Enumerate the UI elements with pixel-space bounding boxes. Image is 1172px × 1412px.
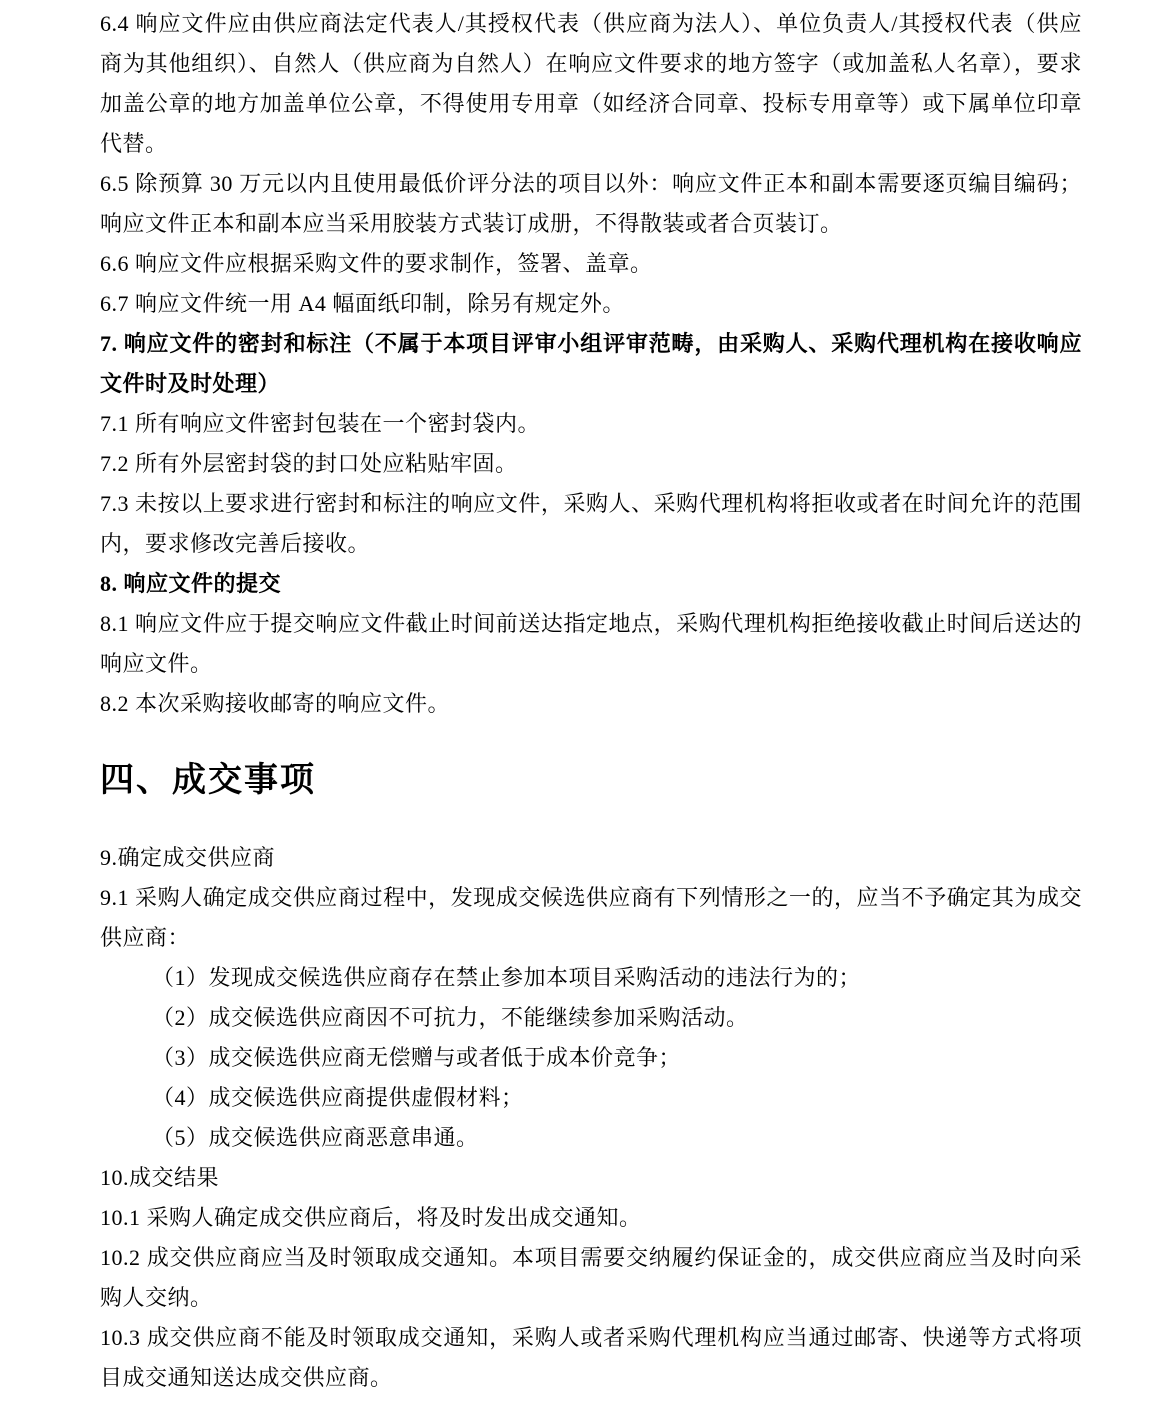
- clause-6-5: 6.5 除预算 30 万元以内且使用最低价评分法的项目以外：响应文件正本和副本需要逐页编目编码；响应文件正本和副本应当采用胶装方式装订成册，不得散装或者合页装订。: [100, 171, 1082, 236]
- list-item-4: （4）成交候选供应商提供虚假材料；: [152, 1085, 524, 1110]
- clause-8-2: 8.2 本次采购接收邮寄的响应文件。: [100, 691, 451, 716]
- clause-7-3: 7.3 未按以上要求进行密封和标注的响应文件，采购人、采购代理机构将拒收或者在时间允许的范围内，要求修改完善后接收。: [100, 491, 1082, 556]
- clause-8-1: 8.1 响应文件应于提交响应文件截止时间前送达指定地点，采购代理机构拒绝接收截止时间后送达的响应文件。: [100, 611, 1082, 676]
- clause-10-3: 10.3 成交供应商不能及时领取成交通知，采购人或者采购代理机构应当通过邮寄、快递等方式将项目成交通知送达成交供应商。: [100, 1325, 1082, 1390]
- clause-10: 10.成交结果: [100, 1165, 220, 1190]
- list-item-1: （1）发现成交候选供应商存在禁止参加本项目采购活动的违法行为的；: [152, 965, 862, 990]
- list-item-3: （3）成交候选供应商无偿赠与或者低于成本价竞争；: [152, 1045, 682, 1070]
- clause-6-7: 6.7 响应文件统一用 A4 幅面纸印制，除另有规定外。: [100, 291, 625, 316]
- clause-10-2: 10.2 成交供应商应当及时领取成交通知。本项目需要交纳履约保证金的，成交供应商应当及时向采购人交纳。: [100, 1245, 1082, 1310]
- clause-7-1: 7.1 所有响应文件密封包装在一个密封袋内。: [100, 411, 541, 436]
- clause-6-4: 6.4 响应文件应由供应商法定代表人/其授权代表（供应商为法人）、单位负责人/其授权代表（供应商为其他组织）、自然人（供应商为自然人）在响应文件要求的地方签字（或加盖私人名章），要求加盖公章的地方加盖单位公章，不得使用专用章（如经济合同章、投标专用章等）或下属单位印章代替。: [100, 11, 1082, 156]
- clause-7-2: 7.2 所有外层密封袋的封口处应粘贴牢固。: [100, 451, 518, 476]
- clause-10-1: 10.1 采购人确定成交供应商后，将及时发出成交通知。: [100, 1205, 642, 1230]
- list-item-5: （5）成交候选供应商恶意串通。: [152, 1125, 479, 1150]
- list-item-2: （2）成交候选供应商因不可抗力，不能继续参加采购活动。: [152, 1005, 749, 1030]
- clause-6-6: 6.6 响应文件应根据采购文件的要求制作，签署、盖章。: [100, 251, 653, 276]
- clause-9-1: 9.1 采购人确定成交供应商过程中，发现成交候选供应商有下列情形之一的，应当不予确定其为成交供应商：: [100, 885, 1082, 950]
- clause-heading-7: 7. 响应文件的密封和标注（不属于本项目评审小组评审范畴，由采购人、采购代理机构在接收响应文件时及时处理）: [100, 331, 1082, 396]
- clause-heading-8: 8. 响应文件的提交: [100, 571, 282, 596]
- section-4-heading: 四、成交事项: [100, 761, 316, 799]
- clause-9: 9.确定成交供应商: [100, 845, 276, 870]
